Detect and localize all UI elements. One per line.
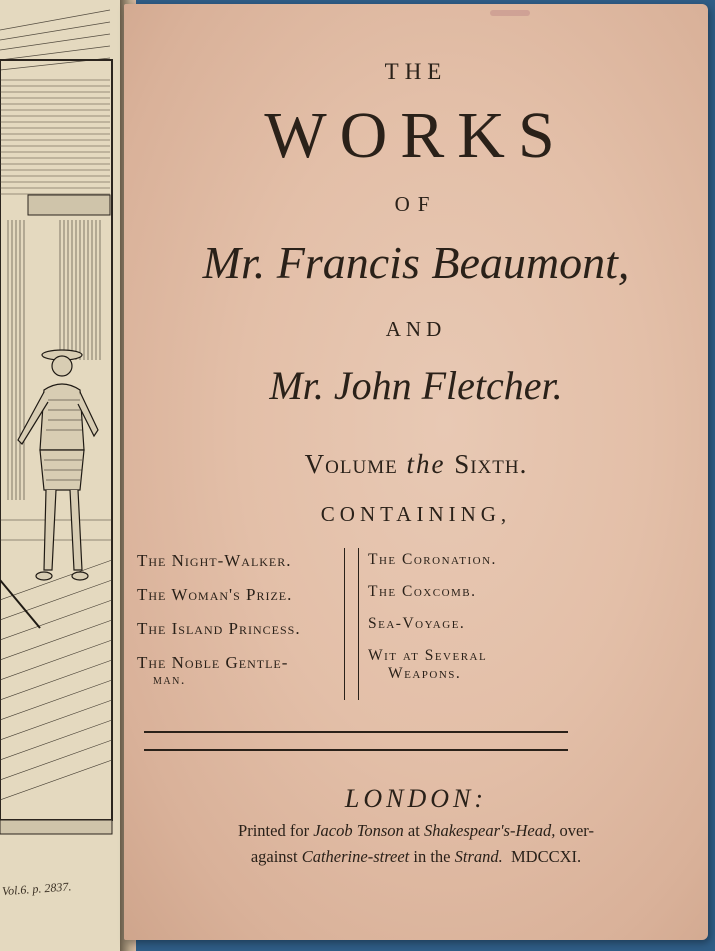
column-divider-right [358, 548, 359, 700]
containing-heading: CONTAINING, [320, 502, 512, 526]
author-fletcher: Mr. John Fletcher. [269, 363, 563, 408]
volume-line [124, 449, 708, 480]
engraved-frontispiece-illustration [0, 0, 128, 951]
ink-mark [490, 10, 530, 16]
play-title: The Coxcomb. [368, 583, 477, 600]
play-title: Sea-Voyage. [368, 615, 466, 632]
plays-list-left [137, 544, 347, 688]
volume-word: Volume [304, 449, 398, 479]
title-the: THE [384, 59, 448, 84]
publisher-name: Jacob Tonson [313, 821, 404, 840]
imprint-text: at [403, 821, 424, 840]
play-title: Wit at Several [368, 647, 488, 664]
imprint-text: against [250, 847, 302, 866]
volume-page-caption: Vol.6. p. 2837. [1, 879, 72, 899]
play-title-continuation: man. [153, 673, 186, 688]
imprint-line-1 [124, 821, 708, 841]
imprint-line-2 [124, 847, 708, 867]
play-title: The Noble Gentle- [137, 653, 289, 672]
imprint-year: MDCCXI. [502, 847, 582, 866]
facing-engraving-page [0, 0, 128, 951]
play-title-continuation: Weapons. [388, 665, 462, 682]
author-beaumont: Mr. Francis Beaumont, [202, 237, 630, 288]
play-title: The Island Princess. [137, 619, 301, 638]
rule-lower [144, 749, 568, 751]
play-title: The Woman's Prize. [137, 585, 293, 604]
play-title: The Coronation. [368, 551, 497, 568]
title-works: WORKS [264, 99, 568, 172]
imprint-place: LONDON: [344, 784, 488, 813]
imprint-text: in the [409, 847, 455, 866]
column-divider-left [344, 548, 345, 700]
title-of: OF [394, 192, 438, 216]
plays-list-right [368, 544, 598, 682]
title-page [124, 4, 708, 940]
imprint-text: over- [555, 821, 594, 840]
volume-sixth: Sixth. [454, 449, 528, 479]
volume-the: the [406, 449, 446, 479]
play-title: The Night-Walker. [137, 551, 292, 570]
imprint-text: Printed for [238, 821, 314, 840]
street-name: Catherine-street [301, 847, 410, 866]
shop-sign: Shakespear's-Head, [423, 821, 556, 840]
district-name: Strand. [454, 847, 503, 866]
title-and: AND [385, 317, 447, 341]
rule-upper [144, 731, 568, 733]
